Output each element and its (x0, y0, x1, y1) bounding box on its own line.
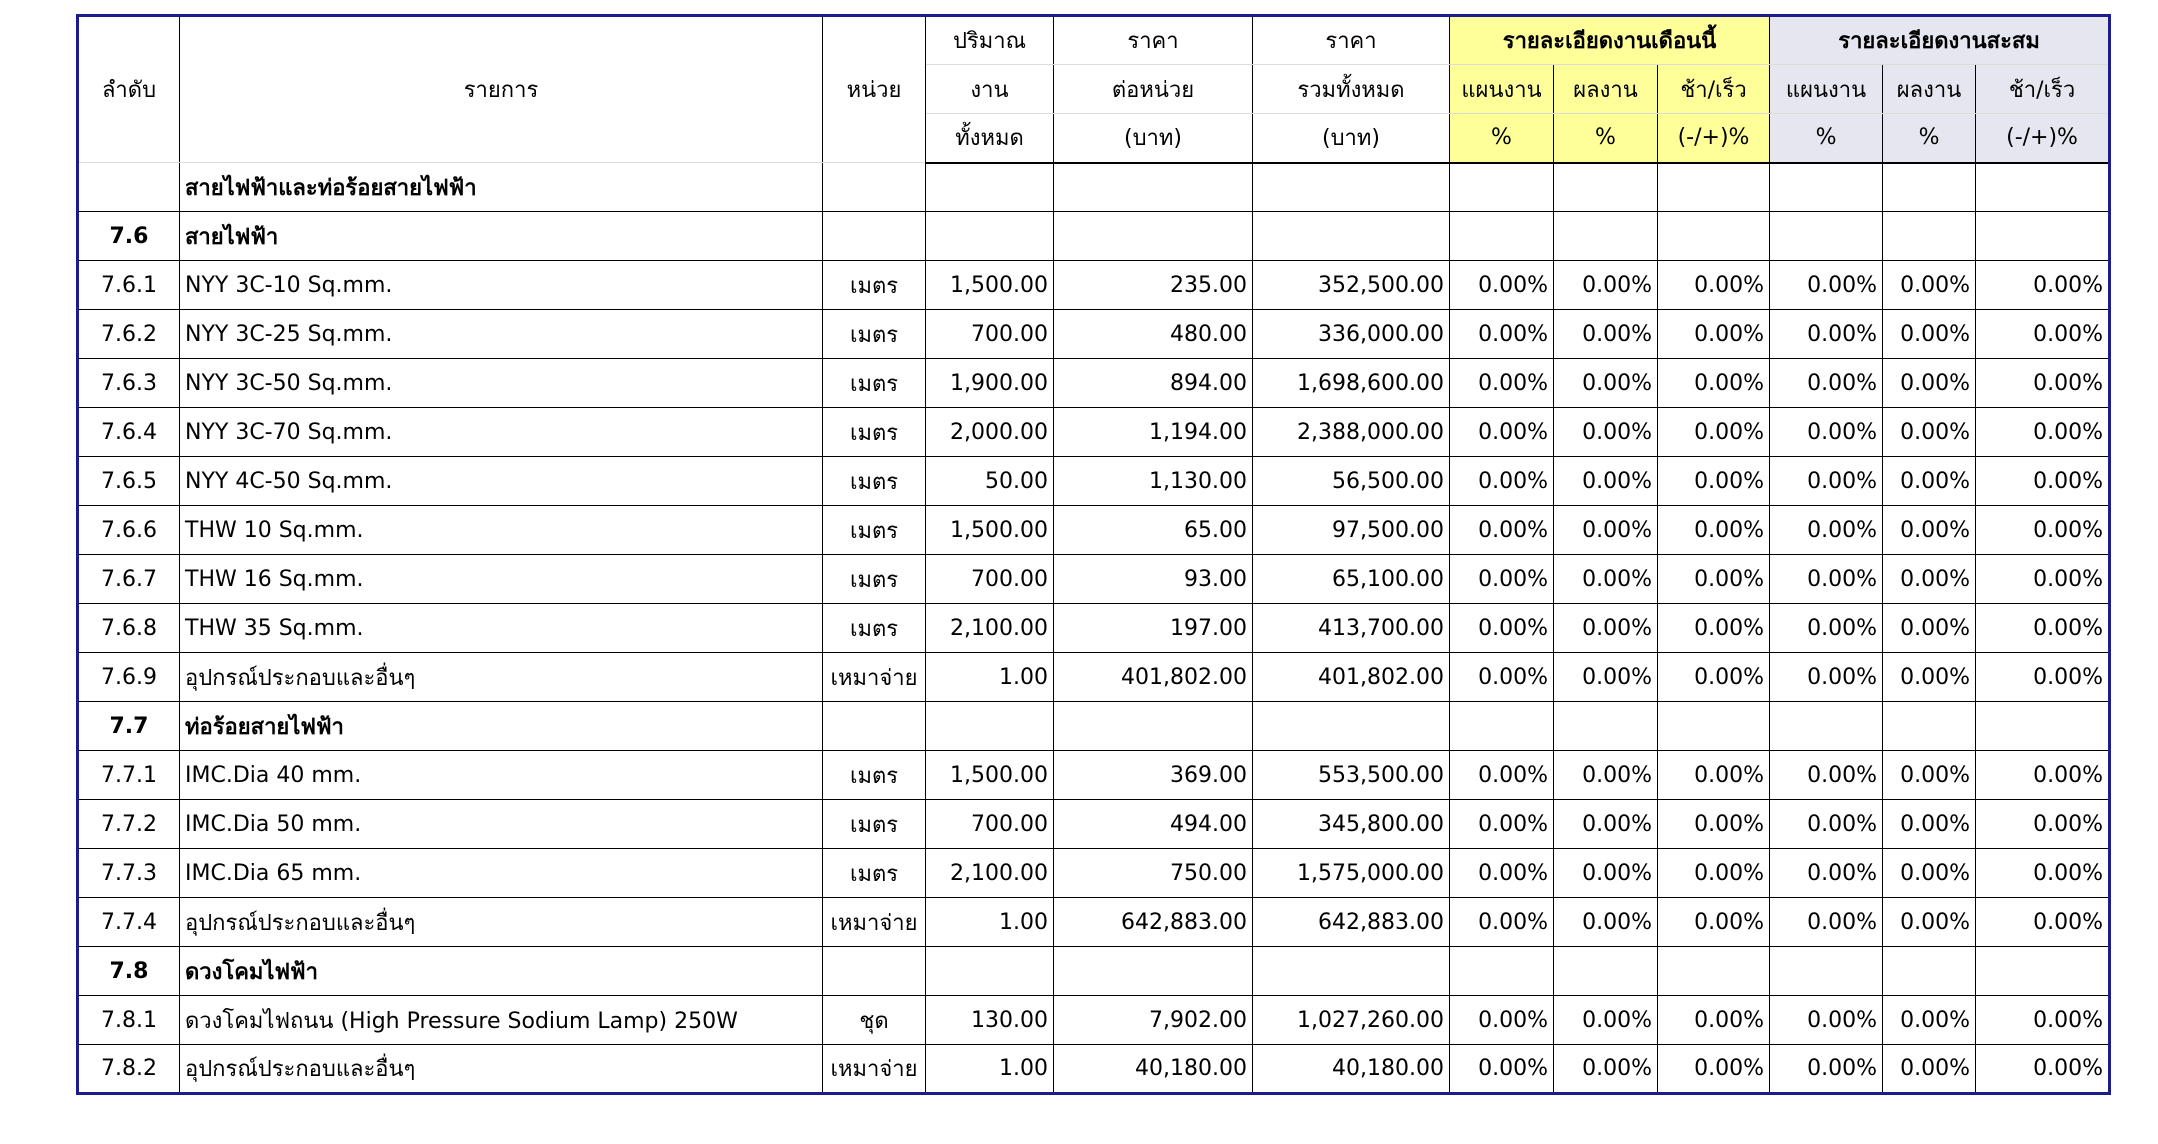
row-item: THW 16 Sq.mm. (180, 555, 823, 604)
row-unit-price (1054, 702, 1253, 751)
row-cum-result (1883, 947, 1976, 996)
row-item: สายไฟฟ้า (180, 212, 823, 261)
row-unit-price: 369.00 (1054, 751, 1253, 800)
row-qty: 1,500.00 (926, 751, 1054, 800)
row-total-price: 1,698,600.00 (1253, 359, 1450, 408)
row-qty: 1,900.00 (926, 359, 1054, 408)
row-cum-diff: 0.00% (1976, 604, 2110, 653)
row-month-diff: 0.00% (1658, 1045, 1770, 1094)
header-month-diff-unit: (-/+)% (1658, 114, 1770, 163)
row-cum-diff: 0.00% (1976, 359, 2110, 408)
row-qty: 700.00 (926, 800, 1054, 849)
header-cum-result: ผลงาน (1883, 65, 1976, 114)
row-total-price: 553,500.00 (1253, 751, 1450, 800)
row-month-diff (1658, 947, 1770, 996)
row-total-price: 336,000.00 (1253, 310, 1450, 359)
row-month-result: 0.00% (1554, 310, 1658, 359)
row-total-price: 642,883.00 (1253, 898, 1450, 947)
row-cum-result (1883, 212, 1976, 261)
row-unit-price: 7,902.00 (1054, 996, 1253, 1045)
row-qty: 1.00 (926, 898, 1054, 947)
row-unit: เมตร (823, 604, 926, 653)
row-seq: 7.6.5 (78, 457, 180, 506)
row-month-diff: 0.00% (1658, 898, 1770, 947)
row-item: ดวงโคมไฟถนน (High Pressure Sodium Lamp) 250W (180, 996, 823, 1045)
row-cum-diff: 0.00% (1976, 751, 2110, 800)
row-month-plan: 0.00% (1450, 653, 1554, 702)
row-qty (926, 212, 1054, 261)
row-cum-diff: 0.00% (1976, 506, 2110, 555)
row-month-plan: 0.00% (1450, 898, 1554, 947)
row-item: NYY 3C-25 Sq.mm. (180, 310, 823, 359)
table-row (78, 849, 2110, 898)
row-qty: 700.00 (926, 555, 1054, 604)
row-month-result: 0.00% (1554, 604, 1658, 653)
row-seq: 7.7.2 (78, 800, 180, 849)
table-row (78, 506, 2110, 555)
row-unit (823, 212, 926, 261)
row-cum-result: 0.00% (1883, 310, 1976, 359)
table-body (78, 163, 2110, 1094)
row-item: อุปกรณ์ประกอบและอื่นๆ (180, 653, 823, 702)
row-cum-plan: 0.00% (1770, 310, 1883, 359)
row-qty: 1.00 (926, 653, 1054, 702)
row-cum-plan: 0.00% (1770, 359, 1883, 408)
row-unit-price: 1,130.00 (1054, 457, 1253, 506)
row-cum-result: 0.00% (1883, 849, 1976, 898)
table-row (78, 653, 2110, 702)
row-month-result: 0.00% (1554, 1045, 1658, 1094)
row-seq: 7.6.3 (78, 359, 180, 408)
table-row (78, 359, 2110, 408)
row-unit-price (1054, 947, 1253, 996)
row-month-result: 0.00% (1554, 261, 1658, 310)
row-month-diff (1658, 212, 1770, 261)
row-month-plan: 0.00% (1450, 555, 1554, 604)
row-total-price (1253, 212, 1450, 261)
row-seq: 7.8.2 (78, 1045, 180, 1094)
row-item: NYY 4C-50 Sq.mm. (180, 457, 823, 506)
row-qty: 1.00 (926, 1045, 1054, 1094)
row-unit: เหมาจ่าย (823, 653, 926, 702)
row-total-price: 401,802.00 (1253, 653, 1450, 702)
row-unit: เมตร (823, 849, 926, 898)
row-unit (823, 163, 926, 212)
section-row (78, 163, 2110, 212)
row-month-result: 0.00% (1554, 751, 1658, 800)
row-seq: 7.6.4 (78, 408, 180, 457)
row-unit: เมตร (823, 751, 926, 800)
row-month-result (1554, 702, 1658, 751)
table-row (78, 1045, 2110, 1094)
table-row (78, 751, 2110, 800)
row-unit-price: 401,802.00 (1054, 653, 1253, 702)
row-item: IMC.Dia 40 mm. (180, 751, 823, 800)
row-qty: 2,100.00 (926, 604, 1054, 653)
row-item: THW 35 Sq.mm. (180, 604, 823, 653)
row-cum-result: 0.00% (1883, 261, 1976, 310)
row-month-plan: 0.00% (1450, 408, 1554, 457)
header-cum-diff-unit: (-/+)% (1976, 114, 2110, 163)
row-seq: 7.8 (78, 947, 180, 996)
header-month-diff: ช้า/เร็ว (1658, 65, 1770, 114)
row-cum-plan (1770, 947, 1883, 996)
row-cum-result (1883, 702, 1976, 751)
row-cum-plan: 0.00% (1770, 996, 1883, 1045)
row-qty: 2,000.00 (926, 408, 1054, 457)
row-qty (926, 163, 1054, 212)
row-month-diff: 0.00% (1658, 800, 1770, 849)
row-total-price (1253, 163, 1450, 212)
row-seq: 7.7.3 (78, 849, 180, 898)
row-qty: 2,100.00 (926, 849, 1054, 898)
row-cum-result: 0.00% (1883, 653, 1976, 702)
row-unit-price: 494.00 (1054, 800, 1253, 849)
row-month-result: 0.00% (1554, 898, 1658, 947)
header-item: รายการ (180, 16, 823, 163)
row-unit (823, 702, 926, 751)
row-cum-plan: 0.00% (1770, 898, 1883, 947)
row-seq: 7.7 (78, 702, 180, 751)
row-cum-diff: 0.00% (1976, 800, 2110, 849)
row-month-diff: 0.00% (1658, 604, 1770, 653)
row-unit-price: 642,883.00 (1054, 898, 1253, 947)
row-month-result: 0.00% (1554, 800, 1658, 849)
header-month-group: รายละเอียดงานเดือนนี้ (1450, 16, 1770, 65)
row-cum-plan: 0.00% (1770, 408, 1883, 457)
row-cum-diff: 0.00% (1976, 849, 2110, 898)
row-month-result: 0.00% (1554, 996, 1658, 1045)
header-month-plan: แผนงาน (1450, 65, 1554, 114)
row-total-price: 345,800.00 (1253, 800, 1450, 849)
row-month-result (1554, 163, 1658, 212)
row-month-plan: 0.00% (1450, 310, 1554, 359)
row-cum-diff: 0.00% (1976, 898, 2110, 947)
row-month-plan (1450, 947, 1554, 996)
row-month-result (1554, 947, 1658, 996)
row-cum-plan (1770, 163, 1883, 212)
header-month-result-unit: % (1554, 114, 1658, 163)
header-unit-price-1: ราคา (1054, 16, 1253, 65)
row-unit (823, 947, 926, 996)
row-item: IMC.Dia 50 mm. (180, 800, 823, 849)
bill-of-quantities-table (76, 14, 2111, 1095)
section-row (78, 212, 2110, 261)
header-month-plan-unit: % (1450, 114, 1554, 163)
row-seq: 7.6.9 (78, 653, 180, 702)
row-month-diff: 0.00% (1658, 457, 1770, 506)
row-month-result: 0.00% (1554, 408, 1658, 457)
row-month-diff: 0.00% (1658, 849, 1770, 898)
header-total-price-2: รวมทั้งหมด (1253, 65, 1450, 114)
row-cum-result: 0.00% (1883, 506, 1976, 555)
header-cum-plan: แผนงาน (1770, 65, 1883, 114)
row-month-diff: 0.00% (1658, 555, 1770, 604)
row-month-result: 0.00% (1554, 506, 1658, 555)
row-unit-price: 235.00 (1054, 261, 1253, 310)
row-cum-result: 0.00% (1883, 604, 1976, 653)
row-cum-plan: 0.00% (1770, 1045, 1883, 1094)
row-cum-plan: 0.00% (1770, 653, 1883, 702)
row-unit: เมตร (823, 408, 926, 457)
row-item: THW 10 Sq.mm. (180, 506, 823, 555)
row-month-diff: 0.00% (1658, 359, 1770, 408)
row-item: อุปกรณ์ประกอบและอื่นๆ (180, 898, 823, 947)
row-cum-diff (1976, 212, 2110, 261)
header-qty-2: งาน (926, 65, 1054, 114)
row-qty: 1,500.00 (926, 261, 1054, 310)
row-unit: เมตร (823, 555, 926, 604)
table-row (78, 408, 2110, 457)
row-cum-result: 0.00% (1883, 751, 1976, 800)
row-cum-diff (1976, 947, 2110, 996)
row-total-price (1253, 947, 1450, 996)
header-cum-diff: ช้า/เร็ว (1976, 65, 2110, 114)
row-unit: เมตร (823, 310, 926, 359)
row-cum-result: 0.00% (1883, 898, 1976, 947)
row-total-price (1253, 702, 1450, 751)
row-cum-result: 0.00% (1883, 408, 1976, 457)
row-unit: เหมาจ่าย (823, 1045, 926, 1094)
row-month-plan: 0.00% (1450, 751, 1554, 800)
row-unit: ชุด (823, 996, 926, 1045)
row-item: IMC.Dia 65 mm. (180, 849, 823, 898)
header-month-result: ผลงาน (1554, 65, 1658, 114)
row-month-plan (1450, 163, 1554, 212)
row-month-diff: 0.00% (1658, 751, 1770, 800)
row-month-plan: 0.00% (1450, 261, 1554, 310)
row-cum-diff: 0.00% (1976, 457, 2110, 506)
row-cum-plan: 0.00% (1770, 604, 1883, 653)
header-seq: ลำดับ (78, 16, 180, 163)
row-unit-price: 65.00 (1054, 506, 1253, 555)
row-unit: เหมาจ่าย (823, 898, 926, 947)
row-total-price: 97,500.00 (1253, 506, 1450, 555)
table-row (78, 310, 2110, 359)
row-month-plan: 0.00% (1450, 1045, 1554, 1094)
row-qty: 700.00 (926, 310, 1054, 359)
row-item: NYY 3C-70 Sq.mm. (180, 408, 823, 457)
row-month-plan: 0.00% (1450, 849, 1554, 898)
row-month-diff: 0.00% (1658, 653, 1770, 702)
row-month-plan: 0.00% (1450, 359, 1554, 408)
row-item: ท่อร้อยสายไฟฟ้า (180, 702, 823, 751)
row-cum-plan (1770, 212, 1883, 261)
row-seq: 7.7.1 (78, 751, 180, 800)
row-qty: 50.00 (926, 457, 1054, 506)
row-total-price: 413,700.00 (1253, 604, 1450, 653)
row-total-price: 2,388,000.00 (1253, 408, 1450, 457)
row-cum-plan: 0.00% (1770, 555, 1883, 604)
header-unit-price-3: (บาท) (1054, 114, 1253, 163)
table-row (78, 604, 2110, 653)
row-total-price: 1,027,260.00 (1253, 996, 1450, 1045)
row-unit-price: 750.00 (1054, 849, 1253, 898)
row-unit-price: 197.00 (1054, 604, 1253, 653)
row-month-diff (1658, 163, 1770, 212)
header-total-price-3: (บาท) (1253, 114, 1450, 163)
row-cum-result: 0.00% (1883, 457, 1976, 506)
row-seq: 7.6 (78, 212, 180, 261)
row-cum-diff (1976, 702, 2110, 751)
row-item: ดวงโคมไฟฟ้า (180, 947, 823, 996)
row-month-result: 0.00% (1554, 555, 1658, 604)
header-qty-3: ทั้งหมด (926, 114, 1054, 163)
row-cum-diff: 0.00% (1976, 555, 2110, 604)
row-cum-result: 0.00% (1883, 1045, 1976, 1094)
row-cum-plan: 0.00% (1770, 849, 1883, 898)
row-month-result: 0.00% (1554, 653, 1658, 702)
row-unit-price: 894.00 (1054, 359, 1253, 408)
row-cum-result: 0.00% (1883, 800, 1976, 849)
row-cum-diff: 0.00% (1976, 996, 2110, 1045)
row-month-result: 0.00% (1554, 849, 1658, 898)
row-unit-price (1054, 163, 1253, 212)
row-cum-plan: 0.00% (1770, 457, 1883, 506)
table-row (78, 800, 2110, 849)
row-cum-result: 0.00% (1883, 996, 1976, 1045)
row-seq: 7.6.2 (78, 310, 180, 359)
row-month-plan: 0.00% (1450, 800, 1554, 849)
header-cum-result-unit: % (1883, 114, 1976, 163)
row-cum-diff (1976, 163, 2110, 212)
table-row (78, 261, 2110, 310)
row-unit: เมตร (823, 457, 926, 506)
row-unit-price: 40,180.00 (1054, 1045, 1253, 1094)
row-cum-diff: 0.00% (1976, 408, 2110, 457)
row-cum-diff: 0.00% (1976, 653, 2110, 702)
row-cum-plan: 0.00% (1770, 261, 1883, 310)
row-seq (78, 163, 180, 212)
row-unit-price: 480.00 (1054, 310, 1253, 359)
row-unit-price: 93.00 (1054, 555, 1253, 604)
row-month-diff: 0.00% (1658, 506, 1770, 555)
table-row (78, 996, 2110, 1045)
row-cum-plan: 0.00% (1770, 751, 1883, 800)
row-cum-plan: 0.00% (1770, 506, 1883, 555)
row-total-price: 40,180.00 (1253, 1045, 1450, 1094)
row-total-price: 1,575,000.00 (1253, 849, 1450, 898)
table-row (78, 555, 2110, 604)
row-cum-diff: 0.00% (1976, 1045, 2110, 1094)
row-cum-diff: 0.00% (1976, 261, 2110, 310)
header-unit: หน่วย (823, 16, 926, 163)
row-seq: 7.7.4 (78, 898, 180, 947)
row-qty (926, 947, 1054, 996)
row-seq: 7.6.7 (78, 555, 180, 604)
row-item: NYY 3C-10 Sq.mm. (180, 261, 823, 310)
table-row (78, 898, 2110, 947)
row-item: NYY 3C-50 Sq.mm. (180, 359, 823, 408)
header-cumulative-group: รายละเอียดงานสะสม (1770, 16, 2110, 65)
row-unit-price (1054, 212, 1253, 261)
row-cum-plan (1770, 702, 1883, 751)
row-qty: 1,500.00 (926, 506, 1054, 555)
row-cum-result (1883, 163, 1976, 212)
row-qty (926, 702, 1054, 751)
row-month-plan: 0.00% (1450, 457, 1554, 506)
row-total-price: 65,100.00 (1253, 555, 1450, 604)
row-month-diff: 0.00% (1658, 996, 1770, 1045)
row-month-result: 0.00% (1554, 359, 1658, 408)
header-total-price-1: ราคา (1253, 16, 1450, 65)
row-month-plan (1450, 212, 1554, 261)
row-seq: 7.6.1 (78, 261, 180, 310)
row-month-plan: 0.00% (1450, 506, 1554, 555)
row-month-diff: 0.00% (1658, 261, 1770, 310)
row-item: สายไฟฟ้าและท่อร้อยสายไฟฟ้า (180, 163, 823, 212)
row-cum-diff: 0.00% (1976, 310, 2110, 359)
row-qty: 130.00 (926, 996, 1054, 1045)
row-cum-result: 0.00% (1883, 359, 1976, 408)
row-total-price: 352,500.00 (1253, 261, 1450, 310)
row-seq: 7.6.8 (78, 604, 180, 653)
row-month-result: 0.00% (1554, 457, 1658, 506)
row-unit: เมตร (823, 800, 926, 849)
row-unit: เมตร (823, 506, 926, 555)
header-unit-price-2: ต่อหน่วย (1054, 65, 1253, 114)
row-total-price: 56,500.00 (1253, 457, 1450, 506)
row-cum-result: 0.00% (1883, 555, 1976, 604)
row-unit: เมตร (823, 359, 926, 408)
header-qty-1: ปริมาณ (926, 16, 1054, 65)
row-unit-price: 1,194.00 (1054, 408, 1253, 457)
row-unit: เมตร (823, 261, 926, 310)
header-cum-plan-unit: % (1770, 114, 1883, 163)
row-month-diff (1658, 702, 1770, 751)
row-month-diff: 0.00% (1658, 408, 1770, 457)
section-row (78, 702, 2110, 751)
row-month-diff: 0.00% (1658, 310, 1770, 359)
row-month-result (1554, 212, 1658, 261)
row-seq: 7.6.6 (78, 506, 180, 555)
row-month-plan (1450, 702, 1554, 751)
section-row (78, 947, 2110, 996)
row-cum-plan: 0.00% (1770, 800, 1883, 849)
table-row (78, 457, 2110, 506)
row-item: อุปกรณ์ประกอบและอื่นๆ (180, 1045, 823, 1094)
row-seq: 7.8.1 (78, 996, 180, 1045)
row-month-plan: 0.00% (1450, 996, 1554, 1045)
row-month-plan: 0.00% (1450, 604, 1554, 653)
